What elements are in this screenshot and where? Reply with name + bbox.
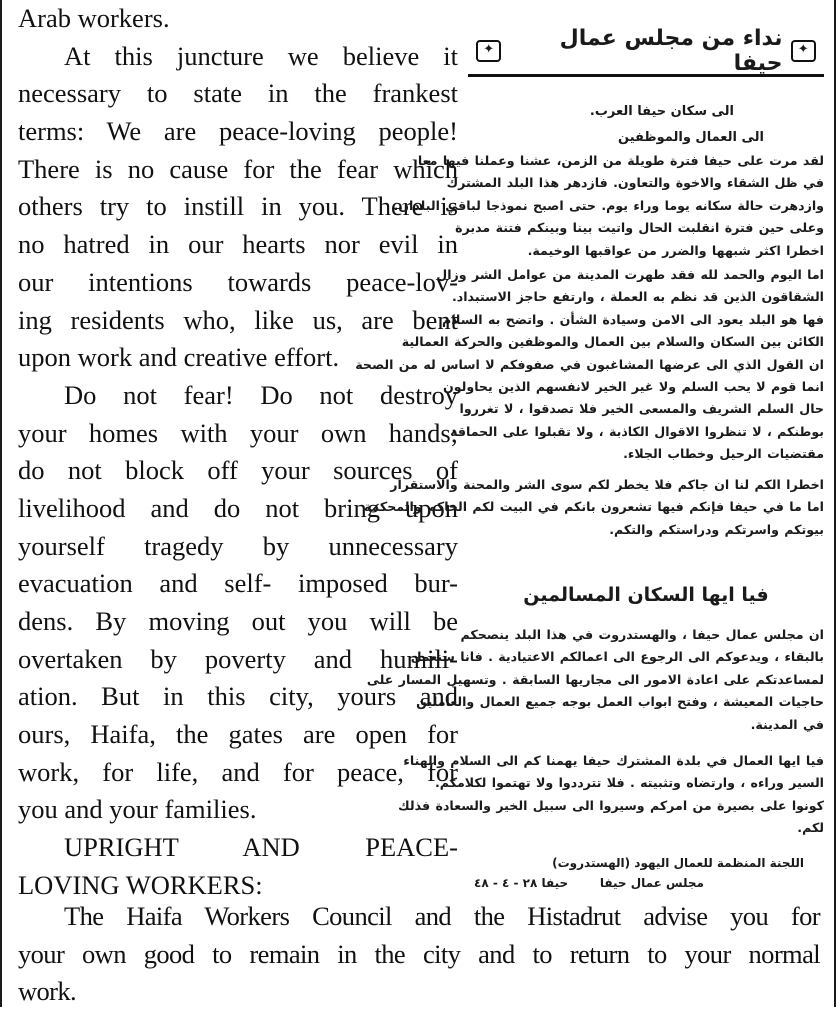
ornament-icon: ✦ (476, 40, 502, 62)
arabic-text-line: حاجيات المعيشة ، وفتح ابواب العمل بوجه جميع العمال والعاملين (416, 694, 824, 710)
arabic-paragraph-2 (355, 264, 824, 466)
body-text-line: yourself tragedy by unnecessary (18, 530, 458, 561)
english-bottom-text (18, 898, 820, 1011)
arabic-address-line: الى سكان حيفا العرب. (589, 104, 734, 119)
body-text-line: livelihood and do not bring upon (18, 492, 458, 523)
arabic-text-line: لمساعدتكم على اعادة الامور الى مجاريها السابقة . وتسهيل المسار على (366, 671, 824, 687)
arabic-text-line: في المدينة. (750, 716, 824, 732)
body-text-line: terms: We are peace-loving people! (18, 116, 458, 147)
body-text-line: do not block off your sources of (18, 455, 458, 486)
arabic-paragraph-3 (363, 474, 824, 541)
body-text-line: your own good to remain in the city and to return to your normal (18, 938, 820, 969)
arabic-text-line: اما اليوم والحمد لله فقد طهرت المدينة من عوامل الشر وزال (436, 267, 824, 282)
arabic-date: حيفا ٢٨ - ٤ - ٤٨ (474, 876, 569, 890)
body-text-line: ours, Haifa, the gates are open for (18, 719, 458, 750)
arabic-text-line: الشقاقون الذين قد نظم به العملة ، وارتفع حاجز الاستبداد. (451, 289, 824, 305)
arabic-text-line: حال السلم الشريف والمسعى الخير فلا تصدقوا ، لا تغرروا (459, 401, 824, 417)
arabic-text-line: ان القول الذي الى عرضها المشاغبون في صفوفكم لا اساس له من الصحة (355, 356, 824, 372)
body-text-line: work. (18, 976, 77, 1006)
arabic-heading: فيا ايها السكان المسالمين (523, 584, 769, 606)
body-text-line: Arab workers. (18, 3, 170, 33)
arabic-text-line: اخطرا اكثر شبهها والضرر من عواقبها الوخيمة. (527, 242, 824, 258)
arabic-paragraph-1 (393, 150, 824, 262)
arabic-text-line: لقد مرت على حيفا فترة طويلة من الزمن، عشنا وعملنا فيها معا (417, 153, 824, 168)
body-text-line: ation. But in this city, yours and (18, 681, 458, 712)
ornament-icon: ✦ (791, 40, 817, 62)
body-text-line: dens. By moving out you will be (18, 606, 458, 636)
arabic-text-line: لكم. (797, 820, 824, 836)
arabic-text-line: مقتضيات الرحيل وخطاب الجلاء. (623, 446, 824, 462)
arabic-text-line: ان مجلس عمال حيفا ، والهستدروت في هذا البلد ينصحكم (460, 627, 824, 642)
arabic-paragraph-4 (366, 624, 824, 736)
body-text-line: LOVING WORKERS: (18, 869, 263, 900)
body-text-line: you and your families. (18, 794, 257, 825)
arabic-text-line: بالبقاء ، ويدعوكم الى الرجوع الى اعمالكم الاعتيادية . فانا سنعمل (410, 649, 824, 665)
arabic-salutation: الى العمال والموظفين (618, 130, 764, 145)
body-text-line: overtaken by poverty and humili- (18, 643, 458, 674)
body-text-line: others try to instill in you. There is (18, 191, 458, 222)
arabic-text-line: بيوتكم واسرتكم ودراستكم والتكم. (609, 521, 824, 537)
body-text-line: our intentions towards peace-lov- (18, 266, 458, 297)
arabic-paragraph-5 (398, 750, 824, 840)
arabic-text-line: السير وراءه ، وارتضاه وتثبيته . فلا تترددوا ولا تهتموا لكلامكم. (435, 775, 824, 791)
body-text-line: The Haifa Workers Council and the Histadrut advise you for (64, 901, 820, 931)
body-text-line: evacuation and self- imposed bur- (18, 568, 458, 599)
body-text-line: upon work and creative effort. (18, 342, 340, 373)
arabic-text-line: بوطنكم ، لا تنظروا الاقوال الكاذبة ، ولا تقبلوا على الحماقة (450, 423, 824, 439)
body-text-line: no hatred in our hearts nor evil in (18, 229, 458, 260)
body-text-line: your homes with your own hands; (18, 417, 458, 448)
arabic-text-line: في ظل الشقاء والاخوة والتعاون. فازدهر هذا البلد المشترك (446, 175, 824, 191)
arabic-leaflet-header (468, 28, 824, 77)
arabic-text-line: الكائن بين السكان والسلام بين العمال والموظفين والحركة العمالية (401, 334, 824, 350)
body-text-line: There is no cause for the fear which (18, 153, 458, 184)
body-text-line: Do not fear! Do not destroy (64, 379, 458, 410)
body-text-line: UPRIGHT AND PEACE- (64, 832, 458, 863)
body-text-line: ing residents who, like us, are bent (18, 304, 458, 335)
body-text-line: work, for life, and for peace, for (18, 756, 458, 787)
arabic-signature-sub: مجلس عمال حيفا (599, 876, 704, 890)
arabic-text-line: فها هو البلد يعود الى الامن وسيادة الشأن . واتضح به السلام (441, 311, 824, 327)
arabic-text-line: انما قوم لا يحب السلم ولا غير الخير لانفسهم الذين يحاولون (443, 379, 824, 395)
arabic-text-line: فيا ايها العمال في بلدة المشترك حيفا يهمنا كم الى السلام والهناء (403, 753, 824, 768)
body-text-line: necessary to state in the frankest (18, 78, 458, 109)
arabic-leaflet (355, 26, 824, 900)
arabic-text-line: اما ما في حيفا فإنكم فيها تشعرون بانكم في البيت لكم الحاكم والمحكمة (363, 499, 824, 515)
body-text-line: At this juncture we believe it (64, 40, 458, 71)
arabic-signature: اللجنة المنظمة للعمال اليهود (الهستدروت) (552, 856, 804, 870)
arabic-title: نداء من مجلس عمال حيفا (559, 26, 783, 76)
english-left-column (18, 0, 458, 905)
arabic-text-line: كونوا على بصيرة من امركم وسيروا الى سبيل الخير والسعادة فذلك (398, 797, 824, 813)
arabic-text-line: وعلى حين فترة انقلبت الحال واتيت بينا وبينكم فتنة مدبرة (455, 220, 824, 236)
arabic-text-line: اخطرا الكم لنا ان جاكم فلا يخطر لكم سوى الشر والمحنة والاستقرار (390, 477, 824, 492)
arabic-text-line: وازدهرت حالة سكانه يوما وراء يوم. حتى اصبح نموذجا لباقي البلدان. (393, 197, 824, 213)
